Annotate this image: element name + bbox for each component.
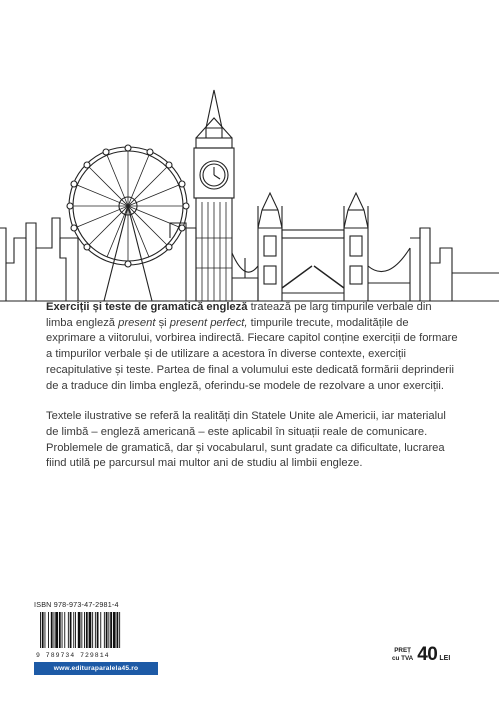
price-value: 40: [417, 644, 438, 665]
description-paragraph-2: Textele ilustrative se referă la realități din Statele Unite ale Americii, iar materialul de limbă – engleză americană – este aplicabil în situații reale de comunicare. Problemele de gramatică, dar și vocabularul, sunt gradate ca dificultate, lucrarea fiind utilă pe parcursul mai multor ani de studiu al limbii engleze.: [46, 410, 446, 470]
tower-bridge: [232, 193, 410, 301]
price-currency: LEI: [439, 655, 451, 662]
book-description: [46, 300, 458, 472]
price-label-line2: cu TVA: [392, 655, 414, 662]
book-title: Exerciții și teste de gramatică engleză: [46, 301, 248, 313]
description-text: timpurile trecute, modalitățile de exprimare a viitorului, vorbirea indirectă. Fiecare capitol conține exerciții de formare a timpurilor verbale și de utilizare a acestora în diverse contexte, exerciții recapitulative și teste. Partea de final a volumului este dedicată formării deprinderii de a traduce din limba engleză, oferindu-se modele de rezolvare a unor exerciții.: [46, 316, 458, 392]
italic-term: present perfect,: [169, 316, 248, 329]
price-label: [392, 647, 413, 663]
barcode-digits: 9 789734 729814: [36, 652, 110, 659]
barcode-image: [38, 612, 152, 648]
price-label-line1: PREȚ: [394, 647, 412, 654]
italic-term: present: [118, 316, 156, 329]
big-ben: [194, 90, 234, 301]
description-text: și: [155, 316, 170, 329]
isbn-block: [34, 600, 162, 675]
publisher-website: www.edituraparalela45.ro: [34, 662, 158, 675]
description-paragraph-1: [46, 300, 458, 394]
isbn-label: ISBN 978-973-47-2981-4: [34, 600, 119, 609]
description-text: tratează pe larg timpurile verbale din limba engleză: [46, 301, 432, 329]
london-skyline-illustration: [0, 88, 499, 303]
price-tag: [392, 642, 450, 668]
